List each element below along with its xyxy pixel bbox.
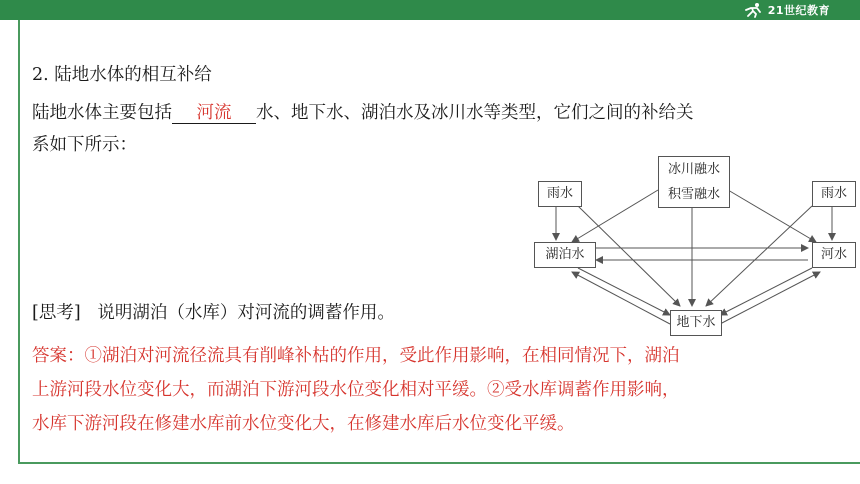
intro-line-2: 系如下所示： — [32, 135, 137, 155]
brand-logo — [744, 0, 830, 20]
header-bar — [0, 0, 860, 20]
frame-bottom-border — [18, 462, 860, 464]
think-text: 说明湖泊（水库）对河流的调蓄作用。 — [97, 303, 395, 323]
river-node: 河水 — [812, 242, 856, 268]
answer-line-3: 水库下游河段在修建水库前水位变化大，在修建水库后水位变化平缓。 — [32, 414, 575, 434]
intro-line-1 — [32, 100, 694, 126]
frame-left-border — [18, 20, 20, 464]
answer-label: 答案： — [32, 346, 85, 366]
section-title: 2. 陆地水体的相互补给 — [32, 65, 212, 85]
rain-right-node: 雨水 — [812, 181, 856, 207]
runner-icon — [744, 2, 764, 18]
lake-node: 湖泊水 — [534, 242, 596, 268]
answer-line-1 — [32, 343, 680, 369]
answer-text-1: ①湖泊对河流径流具有削峰补枯的作用，受此作用影响，在相同情况下，湖泊 — [84, 346, 680, 366]
intro-after: 水、地下水、湖泊水及冰川水等类型，它们之间的补给关 — [256, 103, 694, 123]
fill-blank-answer: 河流 — [172, 103, 256, 124]
water-supply-diagram — [530, 150, 860, 340]
think-question — [32, 300, 395, 326]
logo-text: 21世纪教育 — [767, 4, 830, 17]
rain-left-node: 雨水 — [538, 181, 582, 207]
think-tag: [思考] — [32, 303, 81, 323]
groundwater-node: 地下水 — [670, 310, 722, 336]
glacier-label: 冰川融水 — [667, 162, 720, 177]
answer-line-2: 上游河段水位变化大，而湖泊下游河段水位变化相对平缓。②受水库调蓄作用影响， — [32, 380, 680, 400]
glacier-snowmelt-node — [658, 156, 730, 208]
snowmelt-label: 积雪融水 — [667, 187, 720, 202]
intro-before: 陆地水体主要包括 — [32, 103, 172, 123]
